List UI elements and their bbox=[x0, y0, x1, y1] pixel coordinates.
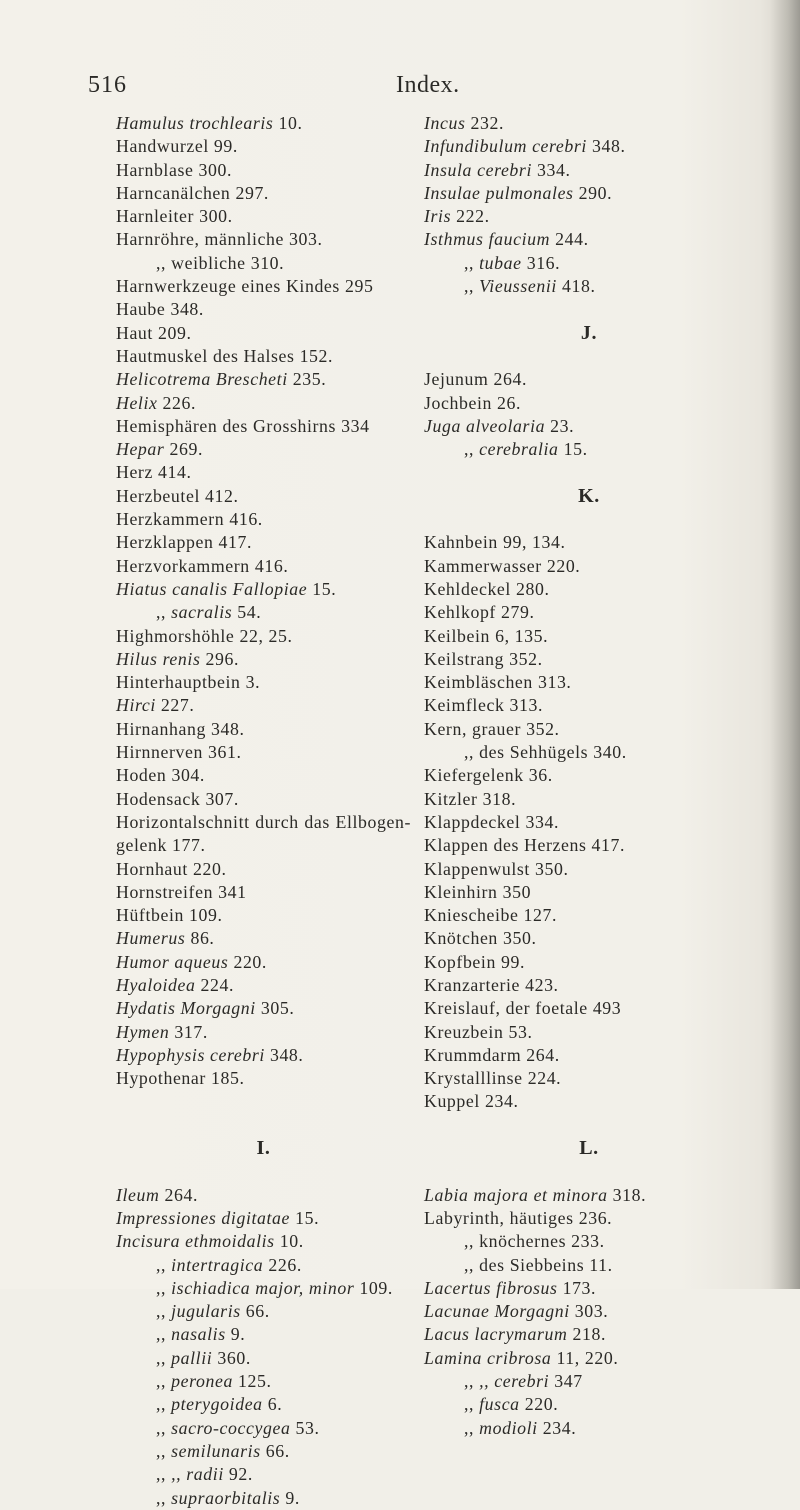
index-entry bbox=[116, 1417, 411, 1440]
index-entry bbox=[116, 1254, 411, 1277]
index-entry bbox=[116, 1044, 411, 1067]
entry-term-italic: Humor aqueus bbox=[116, 951, 229, 972]
entry-text: 125. bbox=[232, 1371, 272, 1392]
index-entry bbox=[424, 811, 754, 834]
index-entry bbox=[424, 834, 754, 857]
entry-text: 296. bbox=[200, 648, 240, 669]
index-entry bbox=[424, 858, 754, 881]
entry-text: Kahnbein 99, 134. bbox=[424, 532, 566, 553]
ditto-mark: ,, bbox=[156, 602, 172, 623]
index-entry bbox=[116, 461, 411, 484]
section-letter: K. bbox=[578, 484, 600, 507]
entry-text: 11, 220. bbox=[551, 1347, 619, 1368]
page-number: 516 bbox=[88, 72, 127, 98]
entry-text: Kehldeckel 280. bbox=[424, 578, 550, 599]
index-entry bbox=[424, 601, 754, 624]
entry-term-italic: Incus bbox=[424, 113, 466, 133]
index-entry bbox=[116, 788, 411, 811]
entry-term-italic: nasalis bbox=[171, 1324, 226, 1345]
entry-text: Haube 348. bbox=[116, 299, 204, 320]
ditto-mark: ,, bbox=[156, 1324, 172, 1345]
section-spacer bbox=[116, 1090, 411, 1137]
index-entry bbox=[424, 648, 754, 671]
entry-text: Hornhaut 220. bbox=[116, 858, 227, 879]
ditto-mark: ,, bbox=[156, 1487, 172, 1508]
index-entry bbox=[424, 951, 754, 974]
section-spacer bbox=[424, 508, 754, 531]
entry-text: 92. bbox=[223, 1464, 253, 1485]
entry-text: 10. bbox=[274, 1231, 304, 1252]
index-entry bbox=[116, 718, 411, 741]
index-entry bbox=[424, 1230, 754, 1253]
entry-term-italic: jugularis bbox=[171, 1301, 241, 1322]
ditto-mark: ,, bbox=[156, 1347, 172, 1368]
index-entry bbox=[116, 531, 411, 554]
index-entry bbox=[424, 368, 754, 391]
entry-text: 9. bbox=[280, 1487, 300, 1508]
entry-text: 303. bbox=[569, 1301, 609, 1322]
entry-text: Keimbläschen 313. bbox=[424, 672, 572, 693]
entry-text: 348. bbox=[264, 1044, 304, 1065]
entry-text: Herzklappen 417. bbox=[116, 532, 252, 553]
index-entry bbox=[116, 368, 411, 391]
index-entry bbox=[116, 578, 411, 601]
index-entry bbox=[424, 1323, 754, 1346]
index-entry bbox=[424, 904, 754, 927]
index-entry bbox=[116, 508, 411, 531]
index-entry bbox=[116, 927, 411, 950]
index-entry bbox=[116, 764, 411, 787]
entry-text: Hornstreifen 341 bbox=[116, 881, 247, 902]
entry-text: knöchernes 233. bbox=[479, 1231, 605, 1252]
index-entry bbox=[116, 951, 411, 974]
index-entry bbox=[116, 555, 411, 578]
entry-text: Jochbein 26. bbox=[424, 392, 522, 413]
index-entry bbox=[424, 1021, 754, 1044]
entry-text: 6. bbox=[262, 1394, 283, 1415]
entry-text: Krystalllinse 224. bbox=[424, 1068, 562, 1089]
entry-text: 418. bbox=[556, 276, 596, 297]
ditto-mark: ,, bbox=[156, 1277, 172, 1298]
index-entry bbox=[424, 1090, 754, 1113]
section-spacer bbox=[424, 1160, 754, 1183]
entry-term-italic: tubae bbox=[479, 252, 522, 273]
entry-term-italic: Juga alveolaria bbox=[424, 415, 546, 436]
entry-term-italic: Incisura ethmoidalis bbox=[116, 1231, 275, 1252]
entry-text: 15. bbox=[290, 1207, 320, 1228]
index-entry bbox=[116, 1207, 411, 1230]
entry-text: Knötchen 350. bbox=[424, 928, 537, 949]
entry-term-italic: Hiatus canalis Fallopiae bbox=[116, 578, 308, 599]
index-entry bbox=[116, 322, 411, 345]
index-entry bbox=[116, 275, 411, 298]
index-entry bbox=[424, 1347, 754, 1370]
index-entry bbox=[116, 205, 411, 228]
index-entry bbox=[424, 275, 754, 298]
index-entry bbox=[424, 1184, 754, 1207]
entry-text: 53. bbox=[290, 1417, 320, 1438]
ditto-mark: ,, bbox=[156, 1394, 172, 1415]
index-entry bbox=[424, 718, 754, 741]
page-edge-shadow bbox=[770, 0, 800, 1289]
entry-text: Herz 414. bbox=[116, 462, 192, 483]
index-entry bbox=[116, 135, 411, 158]
ditto-mark: ,, bbox=[464, 439, 480, 460]
entry-term-italic: Humerus bbox=[116, 928, 186, 949]
index-entry bbox=[116, 112, 411, 135]
entry-text: 9. bbox=[225, 1324, 246, 1345]
entry-term-italic: Hamulus trochlearis bbox=[116, 113, 274, 133]
entry-text: Hirnanhang 348. bbox=[116, 718, 245, 739]
entry-term-italic: Lacus lacrymarum bbox=[424, 1324, 568, 1345]
entry-text: Hinterhauptbein 3. bbox=[116, 672, 261, 693]
ditto-mark: ,, bbox=[464, 1394, 480, 1415]
ditto-mark: ,, bbox=[464, 742, 480, 763]
entry-term-italic: ischiadica major, minor bbox=[171, 1277, 355, 1298]
ditto-mark: ,, bbox=[464, 252, 480, 273]
entry-text: Hirnnerven 361. bbox=[116, 742, 242, 763]
index-entry bbox=[116, 1347, 411, 1370]
index-entry bbox=[424, 1277, 754, 1300]
index-entry bbox=[116, 625, 411, 648]
entry-term-italic: Iris bbox=[424, 206, 452, 227]
entry-term-italic: modioli bbox=[479, 1417, 538, 1438]
entry-term-italic: intertragica bbox=[171, 1254, 264, 1275]
index-entry bbox=[116, 1487, 411, 1510]
index-entry bbox=[116, 1440, 411, 1463]
index-entry bbox=[116, 1230, 411, 1253]
entry-text: Kreislauf, der foetale 493 bbox=[424, 998, 622, 1019]
entry-text: 234. bbox=[537, 1417, 577, 1438]
entry-term-italic: Ileum bbox=[116, 1184, 160, 1205]
index-entry bbox=[116, 159, 411, 182]
index-entry bbox=[424, 788, 754, 811]
entry-term-italic: ,, cerebri bbox=[479, 1371, 550, 1392]
entry-text: Kern, grauer 352. bbox=[424, 718, 560, 739]
ditto-mark: ,, bbox=[464, 1231, 480, 1252]
index-entry bbox=[116, 904, 411, 927]
entry-text: 86. bbox=[185, 928, 215, 949]
index-entry bbox=[424, 694, 754, 717]
entry-text: Handwurzel 99. bbox=[116, 136, 238, 157]
index-column-left bbox=[116, 112, 411, 1510]
entry-term-italic: Labia majora et minora bbox=[424, 1184, 608, 1205]
index-entry bbox=[424, 392, 754, 415]
entry-term-italic: Hydatis Morgagni bbox=[116, 998, 256, 1019]
entry-text: Harnröhre, männliche 303. bbox=[116, 229, 323, 250]
entry-text: 235. bbox=[287, 369, 327, 390]
entry-text: 317. bbox=[169, 1021, 208, 1042]
ditto-mark: ,, bbox=[156, 1371, 172, 1392]
entry-text: Kuppel 234. bbox=[424, 1091, 519, 1112]
index-entry bbox=[424, 1067, 754, 1090]
entry-term-italic: Hepar bbox=[116, 439, 165, 460]
index-entry bbox=[116, 1300, 411, 1323]
index-entry bbox=[424, 764, 754, 787]
index-entry bbox=[116, 741, 411, 764]
entry-text: Klappenwulst 350. bbox=[424, 858, 569, 879]
index-entry bbox=[424, 741, 754, 764]
index-entry bbox=[116, 1370, 411, 1393]
entry-term-italic: Hirci bbox=[116, 695, 156, 716]
index-entry bbox=[424, 997, 754, 1020]
entry-text: 232. bbox=[465, 113, 505, 133]
entry-term-italic: Insula cerebri bbox=[424, 159, 532, 180]
index-entry bbox=[424, 1254, 754, 1277]
entry-text: 226. bbox=[263, 1254, 302, 1275]
index-entry bbox=[424, 1417, 754, 1440]
entry-term-italic: Helix bbox=[116, 392, 158, 413]
entry-text: 23. bbox=[545, 415, 575, 436]
entry-text: Hoden 304. bbox=[116, 765, 205, 786]
index-entry bbox=[424, 228, 754, 251]
index-entry bbox=[424, 625, 754, 648]
index-entry bbox=[116, 811, 411, 834]
ditto-mark: ,, bbox=[464, 276, 480, 297]
entry-term-italic: Hilus renis bbox=[116, 648, 201, 669]
entry-text: 66. bbox=[260, 1440, 290, 1461]
entry-term-italic: pterygoidea bbox=[171, 1394, 263, 1415]
entry-text: 66. bbox=[240, 1301, 270, 1322]
index-entry bbox=[116, 1393, 411, 1416]
ditto-mark: ,, bbox=[464, 1254, 480, 1275]
index-entry bbox=[116, 997, 411, 1020]
ditto-mark: ,, bbox=[156, 1464, 172, 1485]
entry-term-italic: sacro-coccygea bbox=[171, 1417, 291, 1438]
entry-text: 269. bbox=[164, 439, 203, 460]
index-entry bbox=[424, 1207, 754, 1230]
entry-term-italic: ,, radii bbox=[171, 1464, 224, 1485]
entry-term-italic: Lacunae Morgagni bbox=[424, 1301, 570, 1322]
entry-text: 224. bbox=[195, 974, 235, 995]
index-entry bbox=[424, 135, 754, 158]
entry-text: gelenk 177. bbox=[116, 835, 206, 856]
entry-text: 109. bbox=[354, 1277, 393, 1298]
entry-text: Kammerwasser 220. bbox=[424, 555, 581, 576]
entry-term-italic: Insulae pulmonales bbox=[424, 182, 574, 203]
ditto-mark: ,, bbox=[156, 1301, 172, 1322]
entry-text: Harnleiter 300. bbox=[116, 206, 233, 227]
index-entry bbox=[116, 1021, 411, 1044]
entry-text: 15. bbox=[558, 439, 588, 460]
entry-term-italic: Vieussenii bbox=[479, 276, 557, 297]
ditto-mark: ,, bbox=[464, 1371, 480, 1392]
entry-text: 318. bbox=[607, 1184, 647, 1205]
entry-text: 15. bbox=[307, 578, 337, 599]
entry-text: 244. bbox=[550, 229, 589, 250]
entry-text: 334. bbox=[532, 159, 571, 180]
entry-text: Harncanälchen 297. bbox=[116, 182, 269, 203]
index-entry bbox=[424, 1370, 754, 1393]
index-entry bbox=[424, 438, 754, 461]
index-entry bbox=[424, 974, 754, 997]
entry-text: Herzvorkammern 416. bbox=[116, 555, 289, 576]
ditto-mark: ,, bbox=[156, 1254, 172, 1275]
index-entry bbox=[424, 1393, 754, 1416]
entry-text: 316. bbox=[521, 252, 561, 273]
index-entry bbox=[116, 1323, 411, 1346]
entry-text: 348. bbox=[586, 136, 626, 157]
entry-text: des Siebbeins 11. bbox=[479, 1254, 613, 1275]
index-entry bbox=[116, 415, 411, 438]
entry-term-italic: supraorbitalis bbox=[171, 1487, 281, 1508]
section-spacer bbox=[424, 345, 754, 368]
section-spacer bbox=[116, 1160, 411, 1183]
entry-text: Klappdeckel 334. bbox=[424, 811, 560, 832]
entry-text: Krummdarm 264. bbox=[424, 1044, 560, 1065]
entry-term-italic: Hymen bbox=[116, 1021, 170, 1042]
entry-term-italic: Isthmus faucium bbox=[424, 229, 551, 250]
index-entry bbox=[424, 1300, 754, 1323]
index-entry bbox=[116, 485, 411, 508]
index-entry bbox=[116, 1463, 411, 1486]
index-entry bbox=[116, 671, 411, 694]
entry-text: Jejunum 264. bbox=[424, 369, 528, 390]
entry-text: Kiefergelenk 36. bbox=[424, 765, 553, 786]
entry-text: Harnblase 300. bbox=[116, 159, 233, 180]
entry-text: Hüftbein 109. bbox=[116, 905, 223, 926]
entry-text: Kniescheibe 127. bbox=[424, 905, 558, 926]
entry-text: Hodensack 307. bbox=[116, 788, 239, 809]
entry-term-italic: Lacertus fibrosus bbox=[424, 1277, 558, 1298]
entry-term-italic: Infundibulum cerebri bbox=[424, 136, 587, 157]
entry-term-italic: cerebralia bbox=[479, 439, 559, 460]
section-spacer bbox=[424, 461, 754, 484]
entry-text: des Sehhügels 340. bbox=[479, 742, 627, 763]
index-entry bbox=[116, 228, 411, 251]
entry-text: Haut 209. bbox=[116, 322, 192, 343]
entry-text: 305. bbox=[255, 998, 295, 1019]
entry-text: 264. bbox=[159, 1184, 199, 1205]
index-entry bbox=[424, 927, 754, 950]
section-spacer bbox=[424, 298, 754, 321]
index-entry bbox=[116, 252, 411, 275]
entry-term-italic: Lamina cribrosa bbox=[424, 1347, 552, 1368]
entry-text: Kranzarterie 423. bbox=[424, 974, 559, 995]
index-entry bbox=[116, 345, 411, 368]
entry-text: Keilstrang 352. bbox=[424, 648, 543, 669]
entry-text: Kreuzbein 53. bbox=[424, 1021, 533, 1042]
entry-term-italic: Impressiones digitatae bbox=[116, 1207, 291, 1228]
index-entry bbox=[424, 182, 754, 205]
index-entry bbox=[424, 252, 754, 275]
index-entry bbox=[116, 601, 411, 624]
index-entry bbox=[424, 159, 754, 182]
entry-text: 290. bbox=[573, 182, 613, 203]
entry-term-italic: sacralis bbox=[171, 602, 233, 623]
index-entry bbox=[116, 881, 411, 904]
index-entry bbox=[116, 1184, 411, 1207]
entry-text: 220. bbox=[228, 951, 267, 972]
entry-text: 347 bbox=[549, 1371, 583, 1392]
index-entry bbox=[424, 415, 754, 438]
entry-text: 227. bbox=[155, 695, 195, 716]
entry-text: Herzkammern 416. bbox=[116, 509, 263, 530]
entry-text: 10. bbox=[273, 113, 303, 133]
index-entry bbox=[116, 298, 411, 321]
entry-text: Hypothenar 185. bbox=[116, 1068, 245, 1089]
ditto-mark: ,, bbox=[156, 1440, 172, 1461]
index-column-right bbox=[424, 112, 754, 1440]
index-entry bbox=[116, 438, 411, 461]
index-entry bbox=[116, 1067, 411, 1090]
entry-text: 54. bbox=[232, 602, 262, 623]
index-entry bbox=[424, 671, 754, 694]
ditto-mark: ,, bbox=[464, 1417, 480, 1438]
entry-term-italic: fusca bbox=[479, 1394, 520, 1415]
index-entry bbox=[116, 1277, 411, 1300]
index-entry bbox=[116, 392, 411, 415]
index-entry bbox=[424, 1044, 754, 1067]
index-entry bbox=[116, 834, 411, 857]
entry-text: 218. bbox=[567, 1324, 607, 1345]
entry-text: Hautmuskel des Halses 152. bbox=[116, 345, 334, 366]
index-entry bbox=[424, 555, 754, 578]
index-entry bbox=[116, 858, 411, 881]
entry-text: Kleinhirn 350 bbox=[424, 881, 532, 902]
index-entry bbox=[424, 881, 754, 904]
entry-term-italic: semilunaris bbox=[171, 1440, 261, 1461]
section-letter: I. bbox=[256, 1137, 271, 1160]
entry-text: Kehlkopf 279. bbox=[424, 602, 535, 623]
entry-term-italic: Hypophysis cerebri bbox=[116, 1044, 265, 1065]
section-letter: J. bbox=[580, 321, 598, 344]
section-letter: L. bbox=[579, 1137, 599, 1160]
entry-text: Labyrinth, häutiges 236. bbox=[424, 1207, 613, 1228]
entry-text: Keilbein 6, 135. bbox=[424, 625, 549, 646]
entry-text: Highmorshöhle 22, 25. bbox=[116, 625, 293, 646]
entry-text: Herzbeutel 412. bbox=[116, 485, 239, 506]
entry-text: 173. bbox=[557, 1277, 597, 1298]
entry-term-italic: Hyaloidea bbox=[116, 974, 196, 995]
index-entry bbox=[116, 974, 411, 997]
entry-text: Klappen des Herzens 417. bbox=[424, 835, 626, 856]
section-spacer bbox=[424, 1114, 754, 1137]
index-entry bbox=[116, 648, 411, 671]
entry-text: Kopfbein 99. bbox=[424, 951, 526, 972]
entry-term-italic: pallii bbox=[171, 1347, 213, 1368]
index-entry bbox=[116, 694, 411, 717]
entry-text: 220. bbox=[519, 1394, 559, 1415]
entry-term-italic: Helicotrema Brescheti bbox=[116, 369, 288, 390]
entry-text: Kitzler 318. bbox=[424, 788, 517, 809]
entry-text: Hemisphären des Grosshirns 334 bbox=[116, 415, 370, 436]
entry-text: Harnwerkzeuge eines Kindes 295 bbox=[116, 276, 374, 297]
entry-text: 360. bbox=[212, 1347, 251, 1368]
index-entry bbox=[424, 578, 754, 601]
entry-text: 226. bbox=[157, 392, 197, 413]
entry-text: Horizontalschnitt durch das Ellbogen- bbox=[116, 811, 411, 832]
index-entry bbox=[424, 531, 754, 554]
index-entry bbox=[424, 112, 754, 135]
entry-text: ,, weibliche 310. bbox=[156, 252, 285, 273]
running-head: Index. bbox=[396, 72, 460, 98]
entry-term-italic: peronea bbox=[171, 1371, 233, 1392]
ditto-mark: ,, bbox=[156, 1417, 172, 1438]
entry-text: Keimfleck 313. bbox=[424, 695, 544, 716]
entry-text: 222. bbox=[451, 206, 490, 227]
index-entry bbox=[424, 205, 754, 228]
index-entry bbox=[116, 182, 411, 205]
